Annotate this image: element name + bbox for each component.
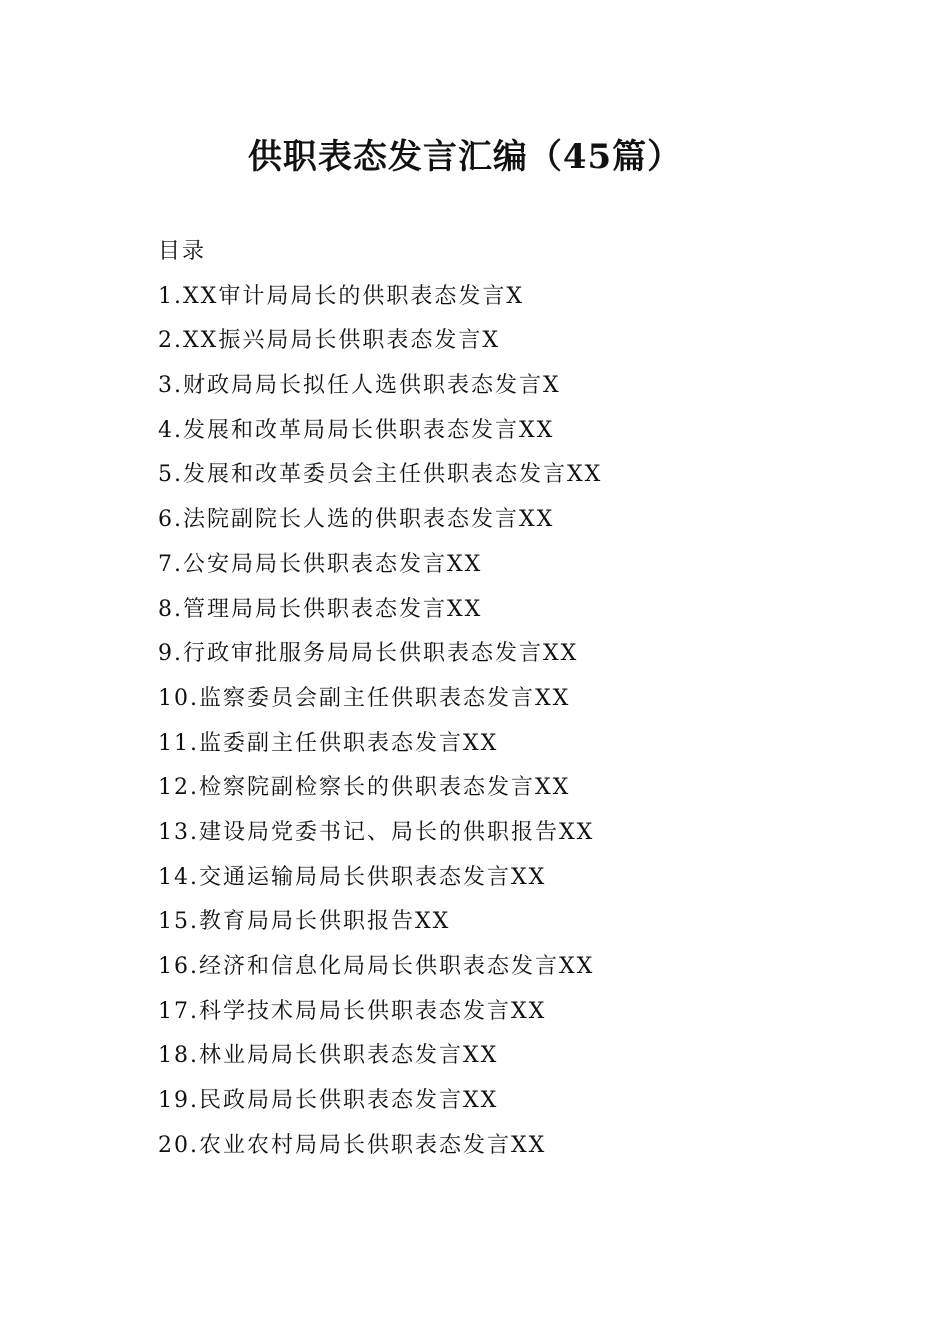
- toc-item-8: 8.管理局局长供职表态发言XX: [158, 596, 483, 622]
- toc-heading: 目录: [158, 239, 207, 264]
- table-of-contents: [158, 230, 858, 1168]
- toc-item-18: 18.林业局局长供职表态发言XX: [158, 1043, 499, 1069]
- toc-item-3: 3.财政局局长拟任人选供职表态发言X: [158, 373, 561, 399]
- toc-item-14: 14.交通运输局局长供职表态发言XX: [158, 864, 547, 890]
- toc-item-10: 10.监察委员会副主任供职表态发言XX: [158, 685, 571, 711]
- toc-item-15: 15.教育局局长供职报告XX: [158, 909, 451, 935]
- toc-item-2: 2.XX振兴局局长供职表态发言X: [158, 328, 500, 354]
- toc-item-20: 20.农业农村局局长供职表态发言XX: [158, 1132, 547, 1158]
- toc-item-5: 5.发展和改革委员会主任供职表态发言XX: [158, 462, 603, 488]
- page-title: 供职表态发言汇编（45篇）: [247, 137, 683, 177]
- toc-list: [158, 275, 858, 1169]
- toc-item-6: 6.法院副院长人选的供职表态发言XX: [158, 507, 555, 533]
- toc-item-1: 1.XX审计局局长的供职表态发言X: [158, 283, 524, 309]
- toc-item-19: 19.民政局局长供职表态发言XX: [158, 1088, 499, 1114]
- toc-item-4: 4.发展和改革局局长供职表态发言XX: [158, 417, 555, 443]
- toc-item-17: 17.科学技术局局长供职表态发言XX: [158, 998, 547, 1024]
- toc-item-7: 7.公安局局长供职表态发言XX: [158, 551, 483, 577]
- toc-item-9: 9.行政审批服务局局长供职表态发言XX: [158, 641, 579, 667]
- toc-item-12: 12.检察院副检察长的供职表态发言XX: [158, 775, 571, 801]
- toc-item-13: 13.建设局党委书记、局长的供职报告XX: [158, 819, 595, 845]
- toc-item-16: 16.经济和信息化局局长供职表态发言XX: [158, 954, 595, 979]
- toc-item-11: 11.监委副主任供职表态发言XX: [158, 730, 499, 756]
